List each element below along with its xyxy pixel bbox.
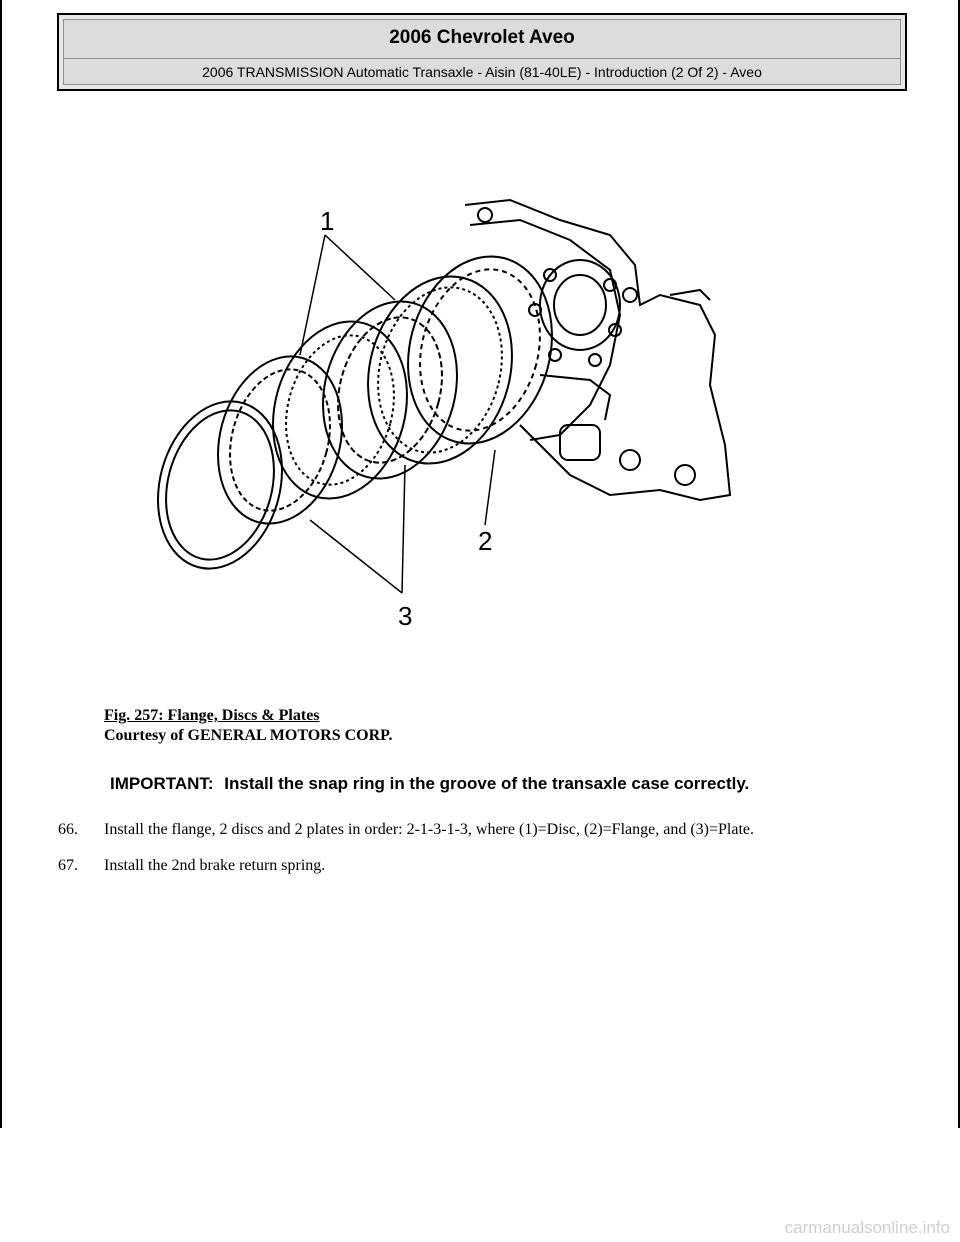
important-label: IMPORTANT: [110,774,214,793]
procedure-steps [58,820,918,892]
list-item [58,820,918,840]
page-border-left [0,0,2,1128]
figure-title-link[interactable]: Fig. 257: Flange, Discs & Plates [104,707,320,724]
leader-lines [300,235,495,593]
watermark: carmanualsonline.info [784,1218,950,1237]
document-header [57,13,907,91]
step-number: 67. [58,857,78,874]
step-number: 66. [58,821,78,838]
transaxle-case-drawing [465,200,730,500]
figure-caption [104,706,392,746]
step-text: Install the 2nd brake return spring. [104,857,326,874]
callout-3: 3 [398,601,413,631]
step-text: Install the flange, 2 discs and 2 plates in order: 2-1-3-1-3, where (1)=Disc, (2)=Flange, and (3)=Plate. [104,821,754,838]
document-title: 2006 Chevrolet Aveo [389,27,575,48]
list-item [58,856,918,876]
callout-2: 2 [478,526,493,556]
figure-flange-discs-plates [140,195,740,635]
header-divider [64,58,900,59]
figure-credit: Courtesy of GENERAL MOTORS CORP. [104,727,393,744]
important-note [110,774,749,794]
clutch-pack-drawing [140,240,572,583]
important-text: Install the snap ring in the groove of the transaxle case correctly. [224,774,750,793]
document-subtitle: 2006 TRANSMISSION Automatic Transaxle - Aisin (81-40LE) - Introduction (2 Of 2) - Aveo [202,64,762,80]
callout-1: 1 [320,206,335,236]
